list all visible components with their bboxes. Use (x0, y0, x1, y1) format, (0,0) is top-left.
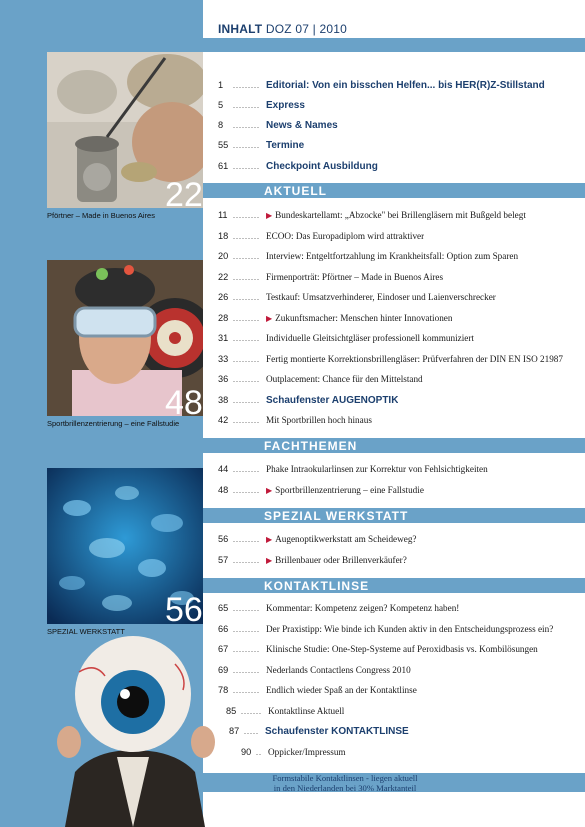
entry-page: 31 (218, 333, 229, 343)
toc-entry[interactable] (218, 685, 565, 699)
entry-text: Checkpoint Ausbildung (266, 161, 378, 172)
entry-page: 56 (218, 534, 229, 544)
arrow-marker-icon: ▶ (266, 314, 273, 323)
toc-entry[interactable] (226, 706, 565, 720)
header-year: 2010 (319, 22, 347, 36)
toc-entry[interactable] (218, 534, 565, 548)
arrow-marker-icon: ▶ (266, 486, 273, 495)
entry-text: Schaufenster AUGENOPTIK (266, 395, 399, 406)
entry-text: Termine (266, 140, 305, 151)
section-bar-fachthemen (203, 438, 585, 453)
entry-page: 18 (218, 231, 229, 241)
leader-dots: ......... (233, 273, 260, 282)
entry-page: 8 (218, 120, 224, 130)
toc-entry[interactable] (218, 231, 565, 245)
entry-text: Kontaktlinse Aktuell (268, 706, 345, 716)
entry-text: ECOO: Das Europadiplom wird attraktiver (266, 231, 425, 241)
leader-dots: ......... (233, 121, 260, 130)
entry-text: Endlich wieder Spaß an der Kontaktlinse (266, 685, 417, 695)
entry-page: 61 (218, 161, 229, 171)
entry-page: 48 (218, 485, 229, 495)
entry-text: Oppicker/Impressum (268, 747, 346, 757)
entry-page: 26 (218, 292, 229, 302)
leader-dots: ......... (233, 81, 260, 90)
toc-entry[interactable] (218, 120, 565, 134)
leader-dots: ......... (233, 101, 260, 110)
toc-entry[interactable] (218, 354, 565, 368)
entry-page: 22 (218, 272, 229, 282)
leader-dots: ......... (233, 314, 260, 323)
leader-dots: ......... (233, 486, 260, 495)
leader-dots: ......... (233, 604, 260, 613)
entry-text: Augenoptikwerkstatt am Scheideweg? (275, 534, 417, 544)
footer-line-1: Formstabile Kontaktlinsen - liegen aktuell (272, 773, 418, 783)
section-title-kontaktlinse: KONTAKTLINSE (264, 579, 370, 593)
leader-dots: ..... (244, 727, 259, 736)
entry-text: Kommentar: Kompetenz zeigen? Kompetenz haben! (266, 603, 460, 613)
entry-text: Zukunftsmacher: Menschen hinter Innovationen (275, 313, 453, 323)
toc-entry[interactable] (218, 272, 565, 286)
leader-dots: .. (256, 748, 262, 757)
toc-entry[interactable] (218, 603, 565, 617)
entry-text: Schaufenster KONTAKTLINSE (265, 726, 409, 737)
leader-dots: ......... (233, 625, 260, 634)
entry-text: Sportbrillenzentrierung – eine Fallstudie (275, 485, 424, 495)
section-bar-aktuell (203, 183, 585, 198)
entry-text: Bundeskartellamt: „Abzocke" bei Brillengläsern mit Bußgeld belegt (275, 210, 526, 220)
toc-entry[interactable] (218, 555, 565, 569)
toc-entry[interactable] (218, 624, 565, 638)
toc-entry[interactable] (218, 665, 565, 679)
toc-entry[interactable] (218, 464, 565, 478)
toc-entry[interactable] (218, 415, 565, 429)
arrow-marker-icon: ▶ (266, 535, 273, 544)
entry-text: Individuelle Gleitsichtgläser professionell kommuniziert (266, 333, 474, 343)
entry-text: Nederlands Contactlens Congress 2010 (266, 665, 411, 675)
leader-dots: ......... (233, 211, 260, 220)
toc-entry[interactable] (218, 333, 565, 347)
leader-dots: ......... (233, 535, 260, 544)
toc-entry[interactable] (218, 292, 565, 306)
toc-entry[interactable] (218, 161, 565, 175)
leader-dots: ......... (233, 666, 260, 675)
photo-eyeball-figure (55, 632, 220, 827)
leader-dots: ......... (233, 645, 260, 654)
entry-text: Der Praxistipp: Wie binde ich Kunden aktiv in den Entscheidungsprozess ein? (266, 624, 554, 634)
arrow-marker-icon: ▶ (266, 556, 273, 565)
leader-dots: ......... (233, 556, 260, 565)
entry-text: Klinische Studie: One-Step-Systeme auf Peroxidbasis vs. Kombilösungen (266, 644, 538, 654)
entry-text: Brillenbauer oder Brillenverkäufer? (275, 555, 407, 565)
entry-text: Express (266, 100, 305, 111)
toc-entry[interactable] (229, 726, 565, 740)
entry-text: Outplacement: Chance für den Mittelstand (266, 374, 423, 384)
entry-page: 20 (218, 251, 229, 261)
entry-page: 11 (218, 210, 228, 220)
entry-text: News & Names (266, 120, 338, 131)
entry-page: 36 (218, 374, 229, 384)
entry-page: 5 (218, 100, 224, 110)
leader-dots: ......... (233, 162, 260, 171)
toc-entry[interactable] (218, 100, 565, 114)
toc-entry[interactable] (241, 747, 565, 761)
header-rule (203, 38, 585, 52)
entry-text: Mit Sportbrillen hoch hinaus (266, 415, 372, 425)
photo-page-number-22: 22 (165, 176, 203, 214)
toc-entry[interactable] (218, 374, 565, 388)
section-title-aktuell: AKTUELL (264, 184, 327, 198)
toc-entry[interactable] (218, 313, 565, 327)
section-title-fachthemen: FACHTHEMEN (264, 439, 358, 453)
toc-entry[interactable] (218, 644, 565, 658)
header-issue: DOZ 07 (265, 22, 310, 36)
entry-page: 44 (218, 464, 229, 474)
entry-page: 38 (218, 395, 229, 405)
entry-page: 66 (218, 624, 229, 634)
leader-dots: ......... (233, 396, 260, 405)
entry-page: 65 (218, 603, 229, 613)
leader-dots: ......... (233, 141, 260, 150)
entry-page: 28 (218, 313, 229, 323)
leader-dots: ......... (233, 375, 260, 384)
entry-page: 67 (218, 644, 229, 654)
leader-dots: ......... (233, 293, 260, 302)
entry-page: 1 (218, 80, 224, 90)
entry-page: 42 (218, 415, 229, 425)
footer-teaser (260, 773, 430, 793)
entry-text: Phake Intraokularlinsen zur Korrektur von Fehlsichtigkeiten (266, 464, 488, 474)
toc-entry[interactable] (218, 140, 565, 154)
leader-dots: ......... (233, 355, 260, 364)
photo-caption-2: Sportbrillenzentrierung – eine Fallstudie (47, 419, 180, 428)
leader-dots: ....... (241, 707, 262, 716)
leader-dots: ......... (233, 686, 260, 695)
photo-page-number-48: 48 (165, 384, 203, 422)
toc-entry[interactable] (218, 210, 565, 224)
toc-entry[interactable] (218, 80, 565, 94)
toc-entry[interactable] (218, 251, 565, 265)
entry-text: Interview: Entgeltfortzahlung im Krankheitsfall: Option zum Sparen (266, 251, 519, 261)
entry-page: 87 (229, 726, 240, 736)
entry-page: 78 (218, 685, 229, 695)
entry-page: 90 (241, 747, 252, 757)
toc-entry[interactable] (218, 485, 565, 499)
toc-entry[interactable] (218, 395, 565, 409)
entry-text: Firmenporträt: Pförtner – Made in Buenos Aires (266, 272, 444, 282)
entry-page: 33 (218, 354, 229, 364)
entry-text: Testkauf: Umsatzverhinderer, Eindoser und Laienverschrecker (266, 292, 496, 302)
photo-caption-1: Pförtner – Made in Buenos Aires (47, 211, 155, 220)
entry-text: Fertig montierte Korrektionsbrillengläser: Prüfverfahren der DIN EN ISO 21987 (266, 354, 563, 364)
entry-page: 57 (218, 555, 229, 565)
arrow-marker-icon: ▶ (266, 211, 273, 220)
leader-dots: ......... (233, 465, 260, 474)
page-header: INHALT DOZ 07 | 2010 (218, 22, 347, 36)
entry-text: Editorial: Von ein bisschen Helfen... bis HER(R)Z-Stillstand (266, 80, 545, 91)
leader-dots: ......... (233, 334, 260, 343)
entry-page: 85 (226, 706, 237, 716)
leader-dots: ......... (233, 252, 260, 261)
footer-line-2: in den Niederlanden bei 30% Marktanteil (273, 783, 417, 793)
section-title-spezial-werkstatt: SPEZIAL WERKSTATT (264, 509, 409, 523)
leader-dots: ......... (233, 232, 260, 241)
entry-page: 69 (218, 665, 229, 675)
photo-caption-3: SPEZIAL WERKSTATT (47, 627, 125, 636)
section-bar-kontaktlinse (203, 578, 585, 593)
photo-page-number-56: 56 (165, 591, 203, 629)
header-title: INHALT (218, 22, 263, 36)
entry-page: 55 (218, 140, 229, 150)
leader-dots: ......... (233, 416, 260, 425)
